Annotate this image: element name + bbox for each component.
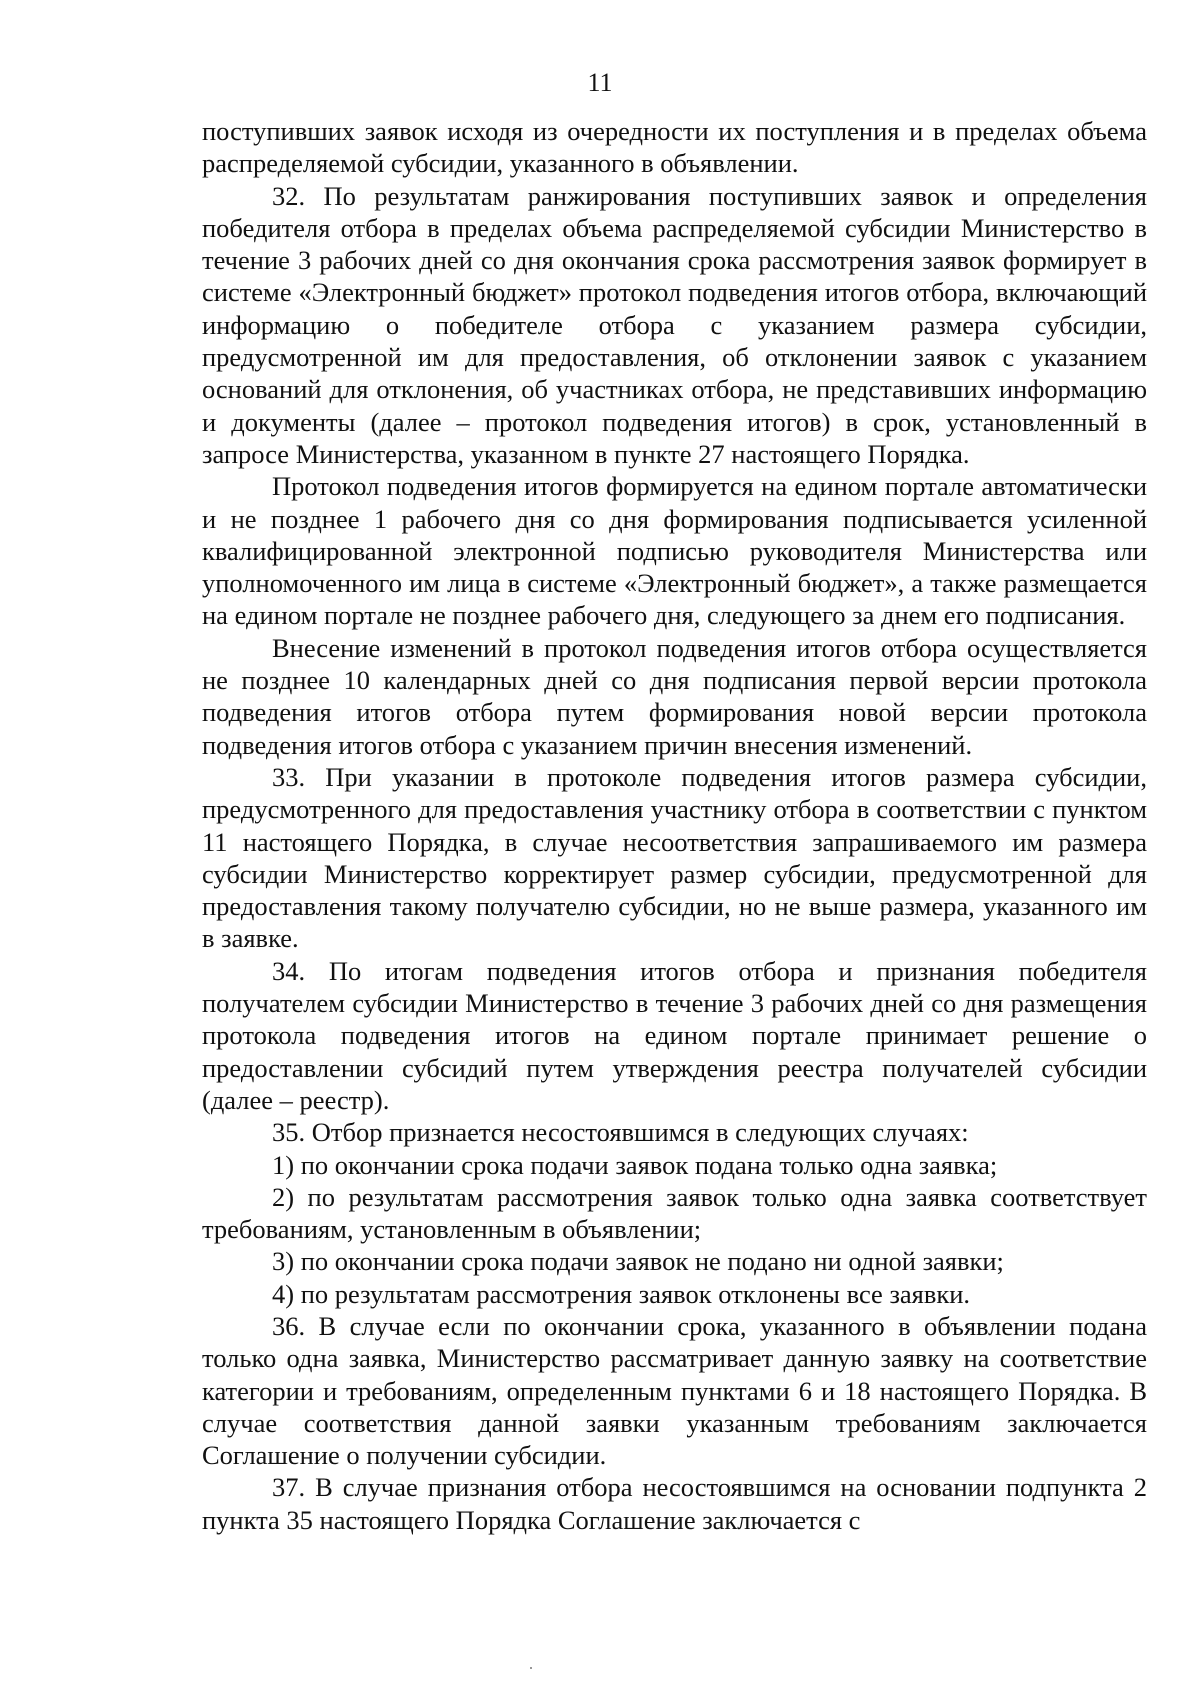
paragraph-item-37: 37. В случае признания отбора несостоявшимся на основании подпункта 2 пункта 35 настоящего Порядка Соглашение заключается с xyxy=(202,1472,1147,1535)
paragraph-item-34: 34. По итогам подведения итогов отбора и признания победителя получателем субсидии Министерство в течение 3 рабочих дней со дня размещения протокола подведения итогов на едином портале принимает решение о предоставлении субсидий путем утверждения реестра получателей субсидии (далее – реестр). xyxy=(202,955,1147,1115)
paragraph-item-36: 36. В случае если по окончании срока, указанного в объявлении подана только одна заявка, Министерство рассматривает данную заявку на соответствие категории и требованиям, определенным пунктами 6 и 18 настоящего Порядка. В случае соответствия данной заявки указанным требованиям заключается Соглашение о получении субсидии. xyxy=(202,1310,1147,1471)
paragraph-continuation: поступивших заявок исходя из очередности их поступления и в пределах объема распределяемой субсидии, указанного в объявлении. xyxy=(202,116,1147,179)
paragraph-item-33: 33. При указании в протоколе подведения итогов размера субсидии, предусмотренного для предоставления участнику отбора в соответствии с пунктом 11 настоящего Порядка, в случае несоответствия запрашиваемого им размера субсидии Министерство корректирует размер субсидии, предусмотренной для предоставления такому получателю субсидии, но не выше размера, указанного им в заявке. xyxy=(202,761,1147,954)
scan-speck xyxy=(530,1667,532,1669)
paragraph-item-35-2: 2) по результатам рассмотрения заявок только одна заявка соответствует требованиям, установленным в объявлении; xyxy=(202,1181,1147,1245)
paragraph-item-35-3: 3) по окончании срока подачи заявок не подано ни одной заявки; xyxy=(272,1246,1004,1277)
paragraph-item-32: 32. По результатам ранжирования поступивших заявок и определения победителя отбора в пределах объема распределяемой субсидии Министерство в течение 3 рабочих дней со дня окончания срока рассмотрения заявок формирует в системе «Электронный бюджет» протокол подведения итогов отбора, включающий информацию о победителе отбора с указанием размера субсидии, предусмотренной им для предоставления, об отклонении заявок с указанием оснований для отклонения, об участниках отбора, не представивших информацию и документы (далее – протокол подведения итогов) в срок, установленный в запросе Министерства, указанном в пункте 27 настоящего Порядка. xyxy=(202,180,1147,469)
paragraph-item-35: 35. Отбор признается несостоявшимся в следующих случаях: xyxy=(272,1117,969,1148)
paragraph-protocol-formation: Протокол подведения итогов формируется на едином портале автоматически и не позднее 1 рабочего дня со дня формирования подписывается усиленной квалифицированной электронной подписью руководителя Министерства или уполномоченного им лица в системе «Электронный бюджет», а также размещается на едином портале не позднее рабочего дня, следующего за днем его подписания. xyxy=(202,471,1147,631)
page-number: 11 xyxy=(587,68,613,97)
paragraph-protocol-changes: Внесение изменений в протокол подведения итогов отбора осуществляется не позднее 10 календарных дней со дня подписания первой версии протокола подведения итогов отбора путем формирования новой версии протокола подведения итогов отбора с указанием причин внесения изменений. xyxy=(202,632,1147,760)
paragraph-item-35-4: 4) по результатам рассмотрения заявок отклонены все заявки. xyxy=(272,1278,971,1309)
paragraph-item-35-1: 1) по окончании срока подачи заявок подана только одна заявка; xyxy=(272,1149,998,1180)
document-body xyxy=(202,115,1147,1536)
